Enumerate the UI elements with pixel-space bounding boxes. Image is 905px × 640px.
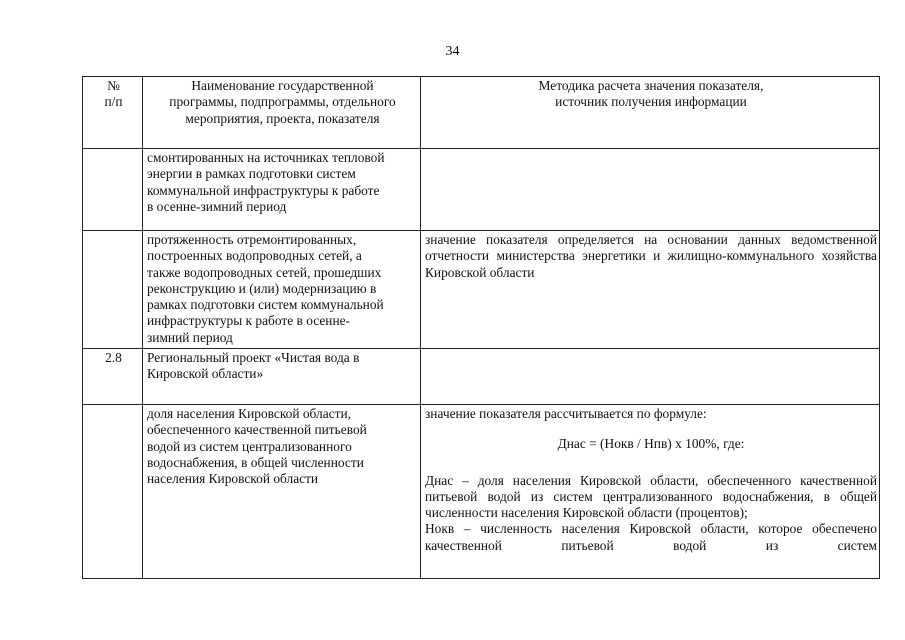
row-method [421, 349, 880, 405]
header-name-line: мероприятия, проекта, показателя [185, 110, 380, 126]
row-name [143, 349, 421, 405]
row-name-line: Региональный проект «Чистая вода в [147, 350, 360, 365]
row-number [83, 405, 143, 579]
row-name-line: водой из систем централизованного [147, 438, 352, 454]
method-intro: значение показателя рассчитывается по формуле: [425, 406, 707, 421]
row-name-line: также водопроводных сетей, прошедших [147, 264, 382, 280]
header-number-line: п/п [104, 94, 123, 110]
header-method-line: Методика расчета значения показателя, [538, 78, 764, 93]
indicator-methodology-table [82, 76, 880, 579]
table-row [83, 349, 880, 405]
header-number-line: № [107, 78, 120, 93]
row-name-line: в осенне-зимний период [147, 198, 287, 214]
row-name-line: рамках подготовки систем коммунальной [147, 297, 384, 313]
row-name-line: реконструкцию и (или) модернизацию в [147, 280, 377, 296]
row-name-line: инфраструктуры к работе в осенне- [147, 313, 351, 329]
header-name-line: Наименование государственной [191, 78, 374, 93]
formula-definition: Днас – доля населения Кировской области, обеспеченного качественной питьевой водой из систем централизованного водоснабжения, в общей численности населения Кировской области (процентов); [425, 472, 877, 521]
row-number [83, 231, 143, 349]
row-name-line: Кировской области» [147, 366, 264, 382]
table-row [83, 231, 880, 349]
page-number: 34 [445, 44, 460, 59]
row-name-line: населения Кировской области [147, 471, 319, 487]
row-name-line: коммунальной инфраструктуры к работе [147, 182, 380, 198]
formula-definition: Нокв – численность населения Кировской области, которое обеспечено качественной питьевой водой из систем [425, 521, 877, 553]
table-row [83, 405, 880, 579]
row-name-line: зимний период [147, 329, 233, 345]
row-name-line: построенных водопроводных сетей, а [147, 248, 362, 264]
row-name-line: протяженность отремонтированных, [147, 232, 357, 247]
row-name [143, 405, 421, 579]
row-name-line: обеспеченного качественной питьевой [147, 422, 367, 438]
header-number [83, 77, 143, 149]
header-method-line: источник получения информации [555, 94, 747, 110]
row-name-line: доля населения Кировской области, [147, 406, 351, 421]
header-name [143, 77, 421, 149]
row-name [143, 231, 421, 349]
formula: Днас = (Нокв / Нпв) x 100%, где: [557, 436, 745, 452]
row-name-line: энергии в рамках подготовки систем [147, 166, 356, 182]
header-number-label [87, 78, 140, 111]
row-name-line: водоснабжения, в общей численности [147, 454, 364, 470]
row-name [143, 149, 421, 231]
table-row [83, 149, 880, 231]
row-method: значение показателя определяется на основании данных ведомственной отчетности министерства энергетики и жилищно-коммунального хозяйства Кировской области [421, 231, 880, 349]
row-method [421, 405, 880, 579]
row-number: 2.8 [83, 349, 143, 405]
header-name-line: программы, подпрограммы, отдельного [169, 94, 396, 110]
row-method [421, 149, 880, 231]
table-header-row [83, 77, 880, 149]
header-method [421, 77, 880, 149]
row-name-line: смонтированных на источниках тепловой [147, 150, 385, 165]
row-number [83, 149, 143, 231]
